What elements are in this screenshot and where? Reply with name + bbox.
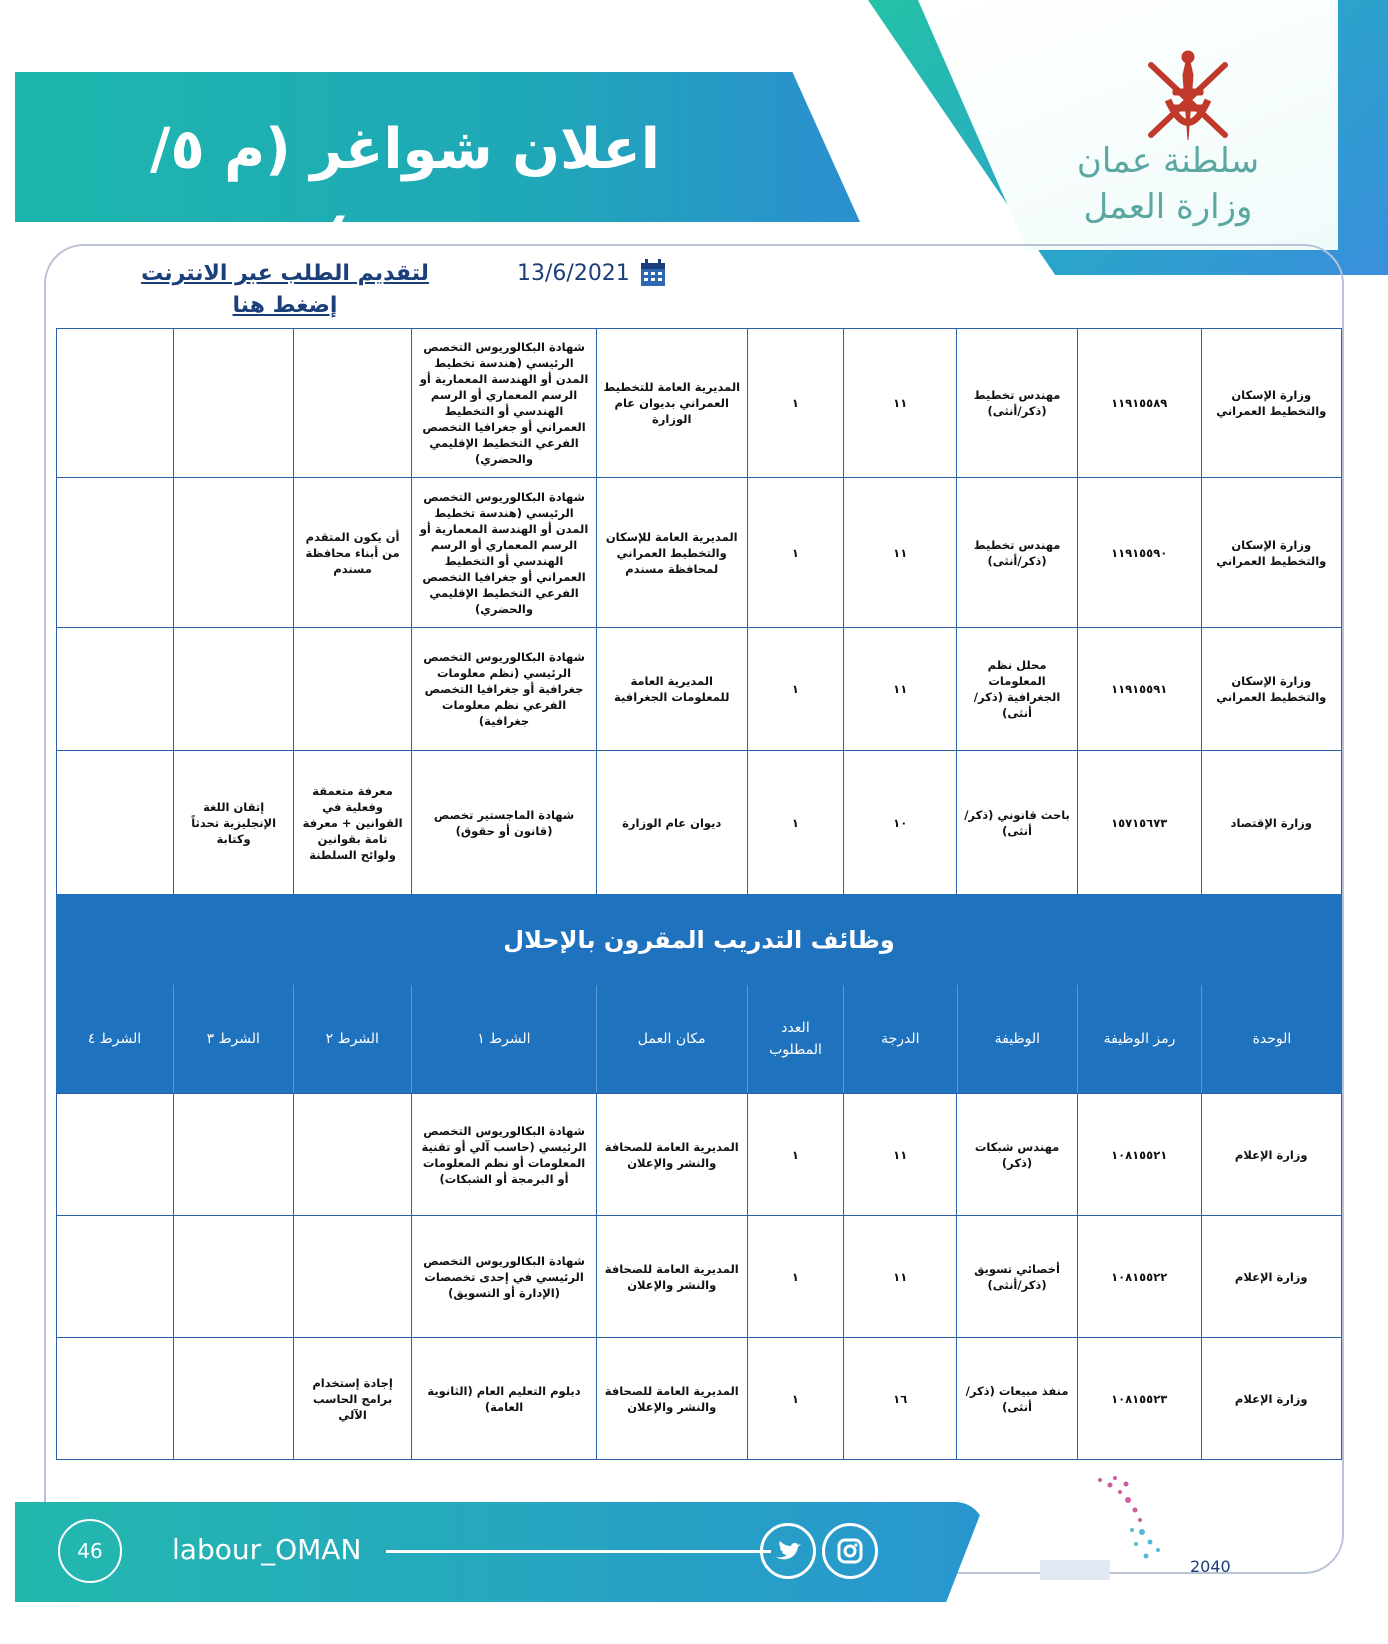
ministry-name [1058,138,1278,230]
instagram-icon[interactable] [822,1523,878,1579]
unit-cell: وزارة الإعلام [1201,1338,1342,1460]
column-header-row [56,985,1342,1093]
cond4-cell [57,1216,174,1338]
place-cell: المديرية العامة للصحافة والنشر والإعلان [596,1094,747,1216]
grade-cell: ١٠ [844,751,957,895]
unit-cell: وزارة الإسكان والتخطيط العمراني [1201,329,1342,478]
unit-cell: وزارة الإقتصاد [1201,751,1342,895]
cond3-cell [174,628,293,751]
cond2-cell: إجادة إستخدام برامج الحاسب الآلي [293,1338,411,1460]
count-cell: ١ [747,628,843,751]
header-unit: الوحدة [1201,985,1342,1093]
table-row [57,1216,1342,1338]
cond4-cell [57,751,174,895]
place-cell: المديرية العامة للصحافة والنشر والإعلان [596,1216,747,1338]
count-cell: ١ [747,751,843,895]
svg-text:2040: 2040 [1190,1557,1231,1576]
unit-cell: وزارة الإعلام [1201,1216,1342,1338]
cond1-cell: شهادة البكالوريوس التخصص الرئيسي (هندسة تخطيط المدن أو الهندسة المعمارية أو الرسم المعماري أو الرسم الهندسي أو التخطيط العمراني أو جغرافيا التخصص الفرعي التخطيط الإقليمي والحضري) [412,478,596,628]
cond3-cell [174,329,293,478]
code-cell: ١٠٨١٥٥٢١ [1077,1094,1201,1216]
cond1-cell: شهادة البكالوريوس التخصص الرئيسي (نظم معلومات جغرافية أو جغرافيا التخصص الفرعي نظم معلومات جغرافية) [412,628,596,751]
apply-online-link[interactable]: لتقديم الطلب عبر الانترنت إضغط هنا [141,261,429,318]
cond3-cell [174,1094,293,1216]
cond1-cell: دبلوم التعليم العام (الثانوية العامة) [412,1338,596,1460]
cond4-cell [57,1094,174,1216]
job-cell: منفذ مبيعات (ذكر/أنثى) [957,1338,1078,1460]
cond1-cell: شهادة الماجستير تخصص (قانون أو حقوق) [412,751,596,895]
announcement-date: 13/6/2021 [517,261,630,286]
cond1-cell: شهادة البكالوريوس التخصص الرئيسي في إحدى تخصصات (الإدارة أو التسويق) [412,1216,596,1338]
page-number: 46 [58,1519,122,1583]
table-row [57,1094,1342,1216]
cond2-cell [293,628,411,751]
table-row [57,628,1342,751]
section-title: وظائف التدريب المقرون بالإحلال [503,926,895,954]
code-cell: ١٠٨١٥٥٢٣ [1077,1338,1201,1460]
twitter-icon[interactable] [760,1523,816,1579]
place-cell: المديرية العامة للإسكان والتخطيط العمراني لمحافظة مسندم [596,478,747,628]
grade-cell: ١١ [844,1094,957,1216]
code-cell: ١١٩١٥٥٨٩ [1077,329,1201,478]
header-cond4: الشرط ٤ [87,1031,142,1047]
job-cell: مهندس شبكات (ذكر) [957,1094,1078,1216]
unit-cell: وزارة الإعلام [1201,1094,1342,1216]
grade-cell: ١١ [844,1216,957,1338]
place-cell: المديرية العامة للتخطيط العمراني بديوان عام الوزارة [596,329,747,478]
cond2-cell: معرفة متعمقة وفعلية في القوانين + معرفة تامة بقوانين ولوائح السلطنة [293,751,411,895]
count-cell: ١ [747,329,843,478]
cond3-cell [174,478,293,628]
count-cell: ١ [747,478,843,628]
job-cell: أخصائي تسويق (ذكر/أنثى) [957,1216,1078,1338]
vacancies-table-bottom [56,1093,1342,1460]
cond1-cell: شهادة البكالوريوس التخصص الرئيسي (هندسة تخطيط المدن أو الهندسة المعمارية أو الرسم المعماري أو الرسم الهندسي أو التخطيط العمراني أو جغرافيا التخصص الفرعي التخطيط الإقليمي والحضري) [412,329,596,478]
grade-cell: ١١ [844,478,957,628]
job-cell: مهندس تخطيط (ذكر/أنثى) [957,329,1078,478]
place-cell: المديرية العامة للصحافة والنشر والإعلان [596,1338,747,1460]
count-cell: ١ [747,1094,843,1216]
job-cell: مهندس تخطيط (ذكر/أنثى) [957,478,1078,628]
header-job: الوظيفة [957,985,1078,1093]
cond4-cell [57,329,174,478]
code-cell: ١٥٧١٥٦٧٣ [1077,751,1201,895]
cond2-cell [293,1216,411,1338]
cond2-cell [293,329,411,478]
cond4-cell [57,1338,174,1460]
table-row [57,1338,1342,1460]
vacancies-table-top [56,328,1342,895]
unit-cell: وزارة الإسكان والتخطيط العمراني [1201,478,1342,628]
calendar-icon [640,259,666,287]
header-cond1: الشرط ١ [412,985,597,1093]
ministry-line-2: وزارة العمل [1083,187,1253,227]
header-grade: الدرجة [844,985,957,1093]
count-cell: ١ [747,1216,843,1338]
place-cell: ديوان عام الوزارة [596,751,747,895]
code-cell: ١١٩١٥٥٩١ [1077,628,1201,751]
table-row [57,329,1342,478]
unit-cell: وزارة الإسكان والتخطيط العمراني [1201,628,1342,751]
grade-cell: ١١ [844,329,957,478]
header-cond3: الشرط ٣ [173,985,293,1093]
cond4-cell [57,478,174,628]
header-code: رمز الوظيفة [1078,985,1202,1093]
cond1-cell: شهادة البكالوريوس التخصص الرئيسي (حاسب آلي أو تقنية المعلومات أو نظم المعلومات أو البرمجة أو الشبكات) [412,1094,596,1216]
code-cell: ١٠٨١٥٥٢٢ [1077,1216,1201,1338]
footer-divider [386,1550,771,1553]
count-cell: ١ [747,1338,843,1460]
job-cell: محلل نظم المعلومات الجغرافية (ذكر/ أنثى) [957,628,1078,751]
cond3-cell [174,1216,293,1338]
ministry-line-1: سلطنة عمان [1076,141,1260,181]
table-row [57,751,1342,895]
header-cond2: الشرط ٢ [293,985,412,1093]
header-count: العدد المطلوب [747,985,844,1093]
grade-cell: ١٦ [844,1338,957,1460]
cond2-cell [293,1094,411,1216]
social-handle: labour_OMAN [172,1533,362,1566]
header-place: مكان العمل [596,985,747,1093]
code-cell: ١١٩١٥٥٩٠ [1077,478,1201,628]
page-title: اعلان شواغر (م ٥/ ٢٠٢١) [150,117,660,272]
table-row [57,478,1342,628]
place-cell: المديرية العامة للمعلومات الجغرافية [596,628,747,751]
cond3-cell [174,1338,293,1460]
job-cell: باحث قانوني (ذكر/أنثى) [957,751,1078,895]
cond4-cell [57,628,174,751]
oman-vision-2040-logo [1040,1460,1270,1595]
grade-cell: ١١ [844,628,957,751]
cond2-cell: أن يكون المتقدم من أبناء محافظة مسندم [293,478,411,628]
cond3-cell: إتقان اللغة الإنجليزية تحدثاً وكتابة [174,751,293,895]
